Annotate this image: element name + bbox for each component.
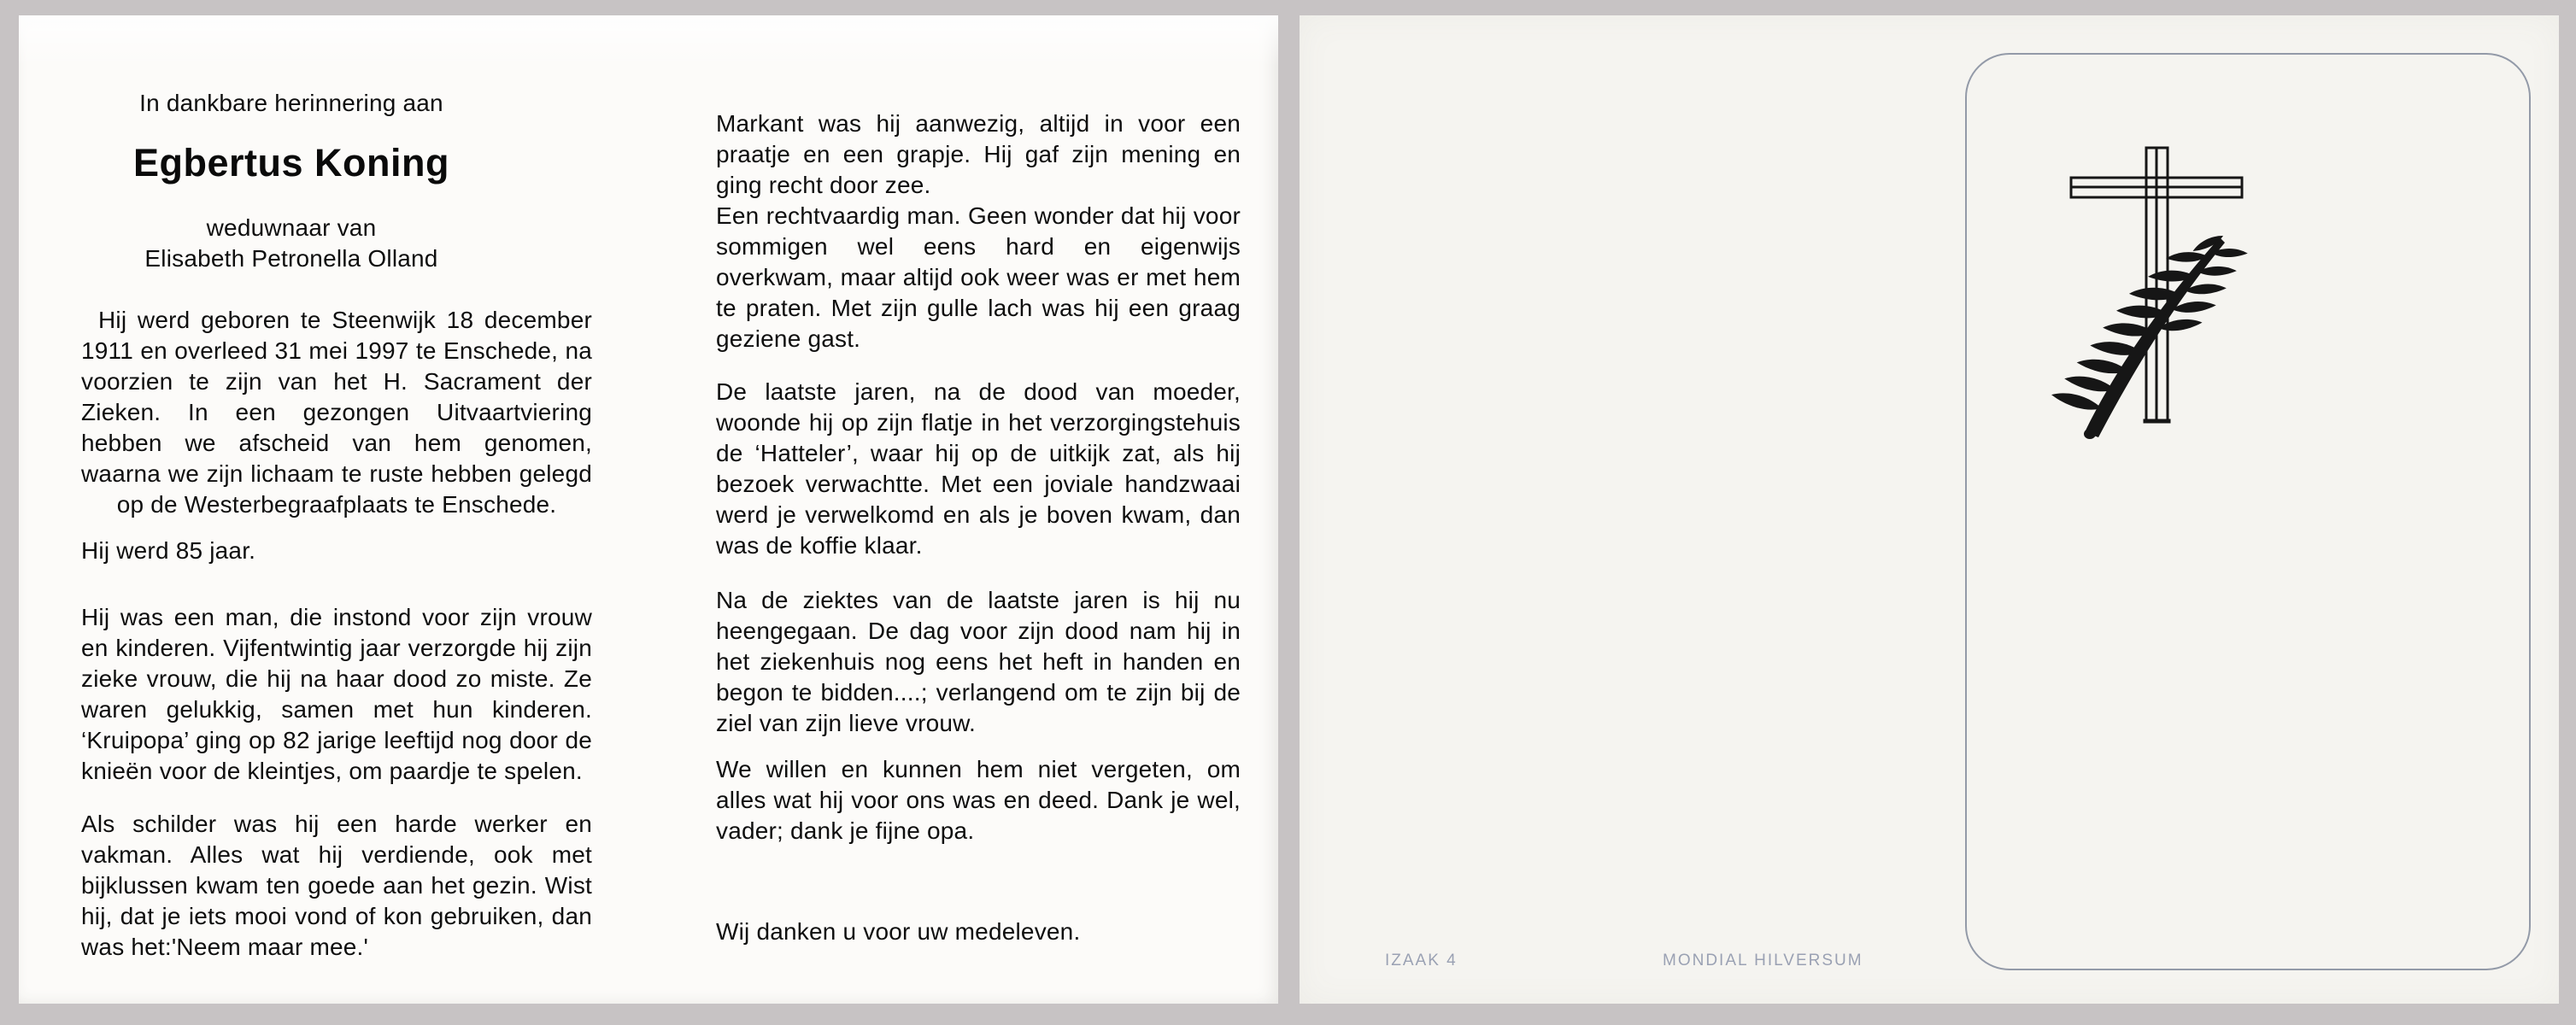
text-column-left: [81, 88, 592, 963]
paragraph-life-dates: Hij werd geboren te Steenwijk 18 december 1911 en overleed 31 mei 1997 te Enschede, na voorzien te zijn van het H. Sacrament der Zieken. In een gezongen Uitvaartviering hebben we afscheid van hem genomen, waarna we zijn lichaam te ruste hebben gelegd op de Westerbegraafplaats te Enschede.: [81, 307, 592, 518]
paragraph-age: Hij werd 85 jaar.: [81, 537, 256, 564]
paragraph-character: Markant was hij aanwezig, altijd in voor een praatje en een grapje. Hij gaf zijn mening en ging recht door zee.: [716, 110, 1241, 198]
paragraph-gratitude: We willen en kunnen hem niet vergeten, om alles wat hij voor ons was en deed. Dank je wel, vader; dank je fijne opa.: [716, 756, 1241, 844]
header-block: [81, 88, 502, 274]
relation-line: weduwnaar van: [206, 214, 377, 241]
paragraph-care-home: De laatste jaren, na de dood van moeder, woonde hij op zijn flatje in het verzorgingstehuis de ‘Hatteler’, waar hij op de uitkijk zat, als hij bezoek verwachtte. Met een joviale handzwaai werd je verwelkomd en als je boven kwam, dan was de koffie klaar.: [716, 378, 1241, 559]
cross-and-palm-branch-icon: [2049, 133, 2254, 449]
printer-mark-mondial: MONDIAL HILVERSUM: [1663, 952, 1863, 969]
paragraph-passing: Na de ziektes van de laatste jaren is hij nu heengegaan. De dag voor zijn dood nam hij in het ziekenhuis nog eens het heft in handen en begon te bidden....; verlangend om te zijn bij de ziel van zijn lieve vrouw.: [716, 587, 1241, 736]
text-column-right: [716, 108, 1241, 947]
paragraph-work: Als schilder was hij een harde werker en vakman. Alles wat hij verdiende, ook met bijklussen kwam ten goede aan het gezin. Wist hij, dat je iets mooi vond of kon gebruiken, dan was het:'Neem maar mee.': [81, 811, 592, 960]
intro-line: In dankbare herinnering aan: [139, 90, 443, 116]
memorial-card-inside-page: [19, 15, 1278, 1004]
paragraph-just-man: Een rechtvaardig man. Geen wonder dat hij voor sommigen wel eens hard en eigenwijs overkwam, maar altijd ook weer was er met hem te praten. Met zijn gulle lach was hij een graag geziene gast.: [716, 202, 1241, 352]
spouse-name: Elisabeth Petronella Olland: [144, 245, 438, 272]
printer-mark-izaak: IZAAK 4: [1385, 952, 1458, 969]
memorial-card-back-cover: [1300, 15, 2559, 1004]
closing-line: Wij danken u voor uw medeleven.: [716, 918, 1081, 945]
deceased-name: Egbertus Koning: [133, 141, 449, 184]
paragraph-family: Hij was een man, die instond voor zijn vrouw en kinderen. Vijfentwintig jaar verzorgde hij zijn zieke vrouw, die hij na haar dood zo miste. Ze waren gelukkig, samen met hun kinderen. ‘Kruipopa’ ging op 82 jarige leeftijd nog door de knieën voor de kleintjes, om paardje te spelen.: [81, 604, 592, 784]
rounded-frame: [1965, 53, 2531, 970]
